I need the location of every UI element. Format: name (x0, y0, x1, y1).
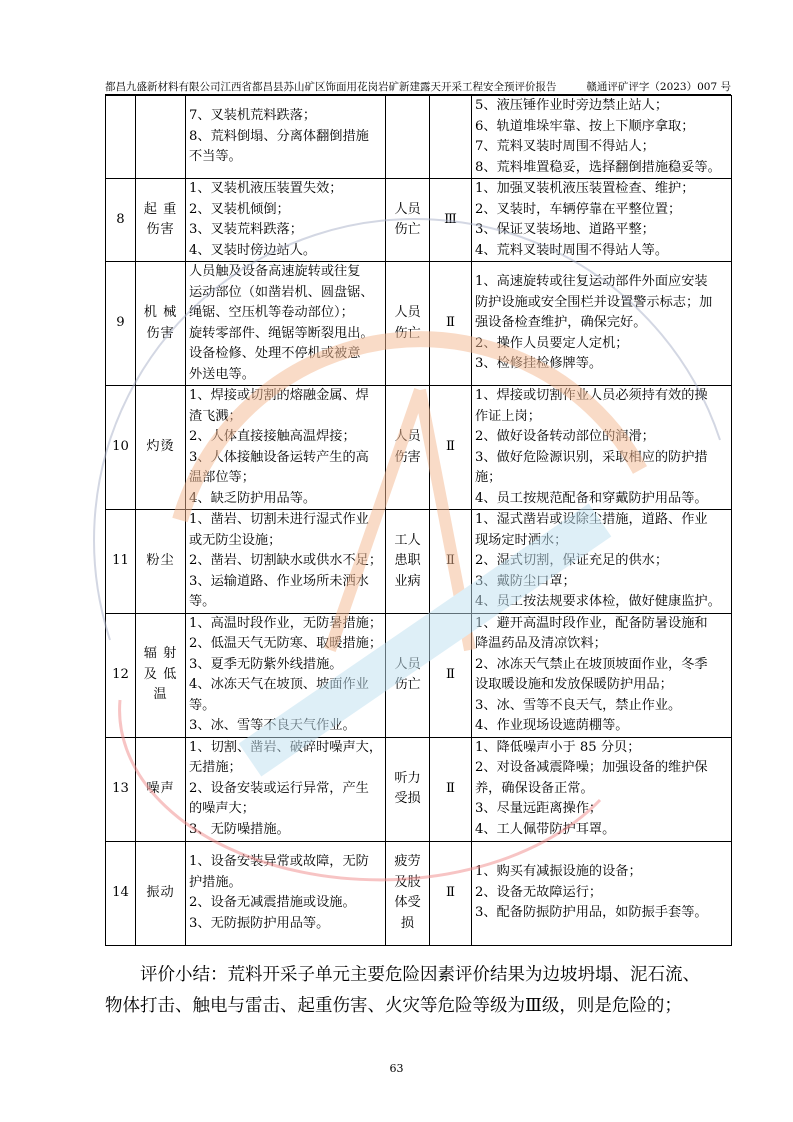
hazard-cause-line: 7、叉装机荒料跌落； (189, 108, 317, 124)
risk-level-cell (430, 96, 472, 179)
countermeasure-cell (472, 179, 732, 262)
hazard-cause-line: 3、夏季无防紫外线措施。 (189, 656, 343, 672)
hazard-cause-line: 1、切割、凿岩、破碎时噪声大， (189, 739, 383, 755)
consequence-line: 人员 (394, 305, 421, 320)
countermeasure-line: 6、轨道堆垛牢靠、按上下顺序拿取； (475, 118, 695, 134)
hazard-cause-cell (186, 613, 386, 737)
hazard-cause-line: 8、荒料倒塌、分离体翻倒措施 (189, 128, 369, 144)
consequence-cell (386, 96, 430, 179)
hazard-type-cell (136, 841, 186, 945)
summary-line: 物体打击、触电与雷击、起重伤害、火灾等危险等级为Ⅲ级，则是危险的； (105, 996, 682, 1016)
row-number-cell: 12 (106, 613, 136, 737)
countermeasure-line: 作证上岗； (475, 408, 541, 424)
hazard-cause-line: 3、无防振防护用品等。 (189, 915, 330, 931)
row-number-cell: 13 (106, 737, 136, 841)
table-row (106, 737, 732, 841)
hazard-cause-line: 无措施； (189, 760, 242, 776)
hazard-type-line: 起 重 (143, 201, 178, 217)
countermeasure-line: 1、高速旋转或往复运动部件外面应安装 (475, 274, 708, 290)
hazard-type-cell (136, 386, 186, 510)
hazard-cause-line: 1、叉装机液压装置失效； (189, 181, 343, 196)
consequence-line: 伤害 (394, 449, 421, 465)
hazard-type-line: 伤害 (146, 325, 175, 341)
hazard-type-line: 伤害 (146, 222, 175, 237)
consequence-cell (386, 386, 430, 510)
countermeasure-line: 降温药品及清凉饮料； (475, 636, 607, 651)
countermeasure-cell (472, 96, 732, 179)
table-row (106, 96, 732, 179)
countermeasure-line: 1、降低噪声小于 85 分贝； (475, 739, 641, 755)
row-number-cell: 8 (106, 179, 136, 262)
hazard-type-line: 及 低 (143, 666, 178, 682)
countermeasure-line: 3、戴防尘口罩； (475, 573, 576, 589)
hazard-cause-cell (186, 179, 386, 262)
consequence-cell (386, 262, 430, 386)
consequence-line: 伤亡 (394, 325, 421, 341)
consequence-line: 疲劳 (394, 854, 421, 869)
page-header (105, 77, 731, 95)
hazard-cause-line: 2、叉装机倾倒； (189, 201, 290, 217)
hazard-cause-cell (186, 510, 386, 614)
hazard-cause-line: 3、运输道路、作业场所未洒水 (189, 573, 369, 589)
hazard-cause-line: 等。 (189, 697, 216, 713)
hazard-cause-line: 设备检修、处理不停机或被意 (189, 346, 361, 361)
hazard-cause-line: 3、人体接触设备运转产生的高 (189, 449, 369, 465)
hazard-cause-line: 不当等。 (189, 149, 242, 165)
consequence-cell (386, 841, 430, 945)
risk-level-cell: Ⅲ (430, 179, 472, 262)
hazard-cause-line: 运动部位（如凿岩机、圆盘锯、 (189, 284, 374, 300)
hazard-cause-line: 人员触及设备高速旋转或往复 (189, 264, 361, 279)
countermeasure-line: 4、员工按法规要求体检，做好健康监护。 (475, 594, 721, 609)
countermeasure-line: 7、荒料叉装时周围不得站人； (475, 139, 655, 154)
hazard-cause-line: 2、设备安装或运行异常，产生 (189, 780, 369, 796)
countermeasure-line: 1、焊接或切割作业人员必须持有效的操 (475, 388, 708, 403)
countermeasure-line: 2、湿式切割，保证充足的供水； (475, 553, 669, 568)
hazard-type-line: 机 械 (143, 305, 178, 320)
consequence-cell (386, 613, 430, 737)
risk-level-cell: Ⅱ (430, 386, 472, 510)
hazard-cause-line: 3、冰、雪等不良天气作业。 (189, 718, 356, 733)
hazard-cause-line: 的噪声大； (189, 801, 255, 817)
table-row (106, 613, 732, 737)
risk-level-cell: Ⅱ (430, 613, 472, 737)
countermeasure-line: 1、湿式凿岩或设除尘措施，道路、作业 (475, 512, 708, 527)
countermeasure-line: 2、冰冻天气禁止在坡顶坡面作业，冬季 (475, 656, 708, 672)
risk-level-cell: Ⅱ (430, 841, 472, 945)
hazard-cause-cell (186, 737, 386, 841)
hazard-cause-line: 3、无防噪措施。 (189, 821, 290, 837)
table-row (106, 510, 732, 614)
hazard-type-line: 粉尘 (146, 553, 175, 568)
countermeasure-line: 1、避开高温时段作业，配备防暑设施和 (475, 615, 708, 631)
hazard-type-line: 灼烫 (146, 439, 175, 455)
hazard-cause-line: 4、冰冻天气在坡顶、坡面作业 (189, 677, 369, 692)
hazard-cause-line: 1、凿岩、切割未进行湿式作业 (189, 512, 369, 527)
countermeasure-line: 防护设施或安全围栏并设置警示标志；加 (475, 294, 713, 310)
evaluation-summary (105, 960, 731, 1022)
hazard-cause-line: 渣飞溅； (189, 408, 242, 424)
countermeasure-cell (472, 510, 732, 614)
countermeasure-line: 8、荒料堆置稳妥，选择翻倒措施稳妥等。 (475, 159, 721, 175)
consequence-line: 伤亡 (394, 677, 421, 692)
risk-level-cell: Ⅱ (430, 737, 472, 841)
risk-level-cell: Ⅱ (430, 510, 472, 614)
header-report-title: 都昌九盛新材料有限公司江西省都昌县苏山矿区饰面用花岗岩矿新建露天开采工程安全预评价报告 (105, 81, 557, 93)
consequence-line: 人员 (394, 656, 421, 672)
countermeasure-cell (472, 841, 732, 945)
consequence-line: 体受 (394, 895, 421, 910)
countermeasure-line: 现场定时洒水； (475, 532, 568, 548)
hazard-cause-line: 1、焊接或切割的熔融金属、焊 (189, 388, 369, 403)
countermeasure-line: 3、尽量远距离操作； (475, 801, 603, 817)
countermeasure-cell (472, 262, 732, 386)
header-report-number: 赣通评矿评字（2023）007 号 (586, 81, 731, 93)
hazard-type-cell (136, 96, 186, 179)
countermeasure-line: 2、对设备减震降噪；加强设备的维护保 (475, 760, 708, 776)
consequence-line: 人员 (394, 429, 421, 444)
consequence-cell (386, 737, 430, 841)
hazard-type-cell (136, 179, 186, 262)
hazard-evaluation-table (105, 95, 732, 946)
consequence-line: 患职 (394, 553, 421, 568)
countermeasure-line: 3、保证叉装场地、道路平整； (475, 222, 655, 237)
hazard-cause-line: 2、设备无减震措施或设施。 (189, 895, 356, 910)
countermeasure-line: 3、检修挂检修牌等。 (475, 356, 603, 372)
countermeasure-line: 4、员工按规范配备和穿戴防护用品等。 (475, 490, 708, 506)
countermeasure-line: 5、液压锤作业时旁边禁止站人； (475, 98, 669, 113)
countermeasure-line: 1、购买有减振设施的设备； (475, 864, 642, 880)
hazard-cause-line: 或无防尘设施； (189, 532, 282, 548)
page-number: 63 (389, 1062, 404, 1075)
countermeasure-line: 施； (475, 470, 502, 485)
table-row (106, 841, 732, 945)
hazard-cause-line: 2、人体直接接触高温焊接； (189, 429, 356, 444)
hazard-cause-line: 1、高温时段作业，无防暑措施； (189, 615, 383, 631)
hazard-cause-line: 2、低温天气无防寒、取暖措施； (189, 636, 383, 651)
countermeasure-line: 3、做好危险源识别，采取相应的防护措 (475, 449, 708, 465)
countermeasure-cell (472, 386, 732, 510)
countermeasure-line: 2、做好设备转动部位的润滑； (475, 429, 655, 444)
countermeasure-line: 4、荒料叉装时周围不得站人等。 (475, 242, 669, 258)
risk-level-cell: Ⅱ (430, 262, 472, 386)
countermeasure-line: 2、设备无故障运行； (475, 884, 603, 900)
row-number-cell: 9 (106, 262, 136, 386)
hazard-cause-line: 旋转零部件、绳锯等断裂甩出。 (189, 325, 374, 341)
hazard-type-line: 辐 射 (143, 646, 178, 662)
consequence-line: 工人 (394, 532, 421, 548)
hazard-cause-line: 2、凿岩、切割缺水或供水不足； (189, 553, 383, 568)
hazard-cause-line: 外送电等。 (189, 366, 255, 382)
hazard-cause-line: 温部位等； (189, 470, 255, 485)
consequence-line: 受损 (394, 791, 421, 806)
consequence-cell (386, 510, 430, 614)
hazard-cause-line: 4、叉装时傍边站人。 (189, 242, 317, 258)
row-number-cell: 10 (106, 386, 136, 510)
consequence-line: 伤亡 (394, 222, 421, 237)
row-number-cell: 11 (106, 510, 136, 614)
hazard-cause-line: 4、缺乏防护用品等。 (189, 490, 317, 506)
hazard-cause-cell (186, 96, 386, 179)
countermeasure-line: 强设备检查维护，确保完好。 (475, 315, 647, 331)
countermeasure-line: 3、配备防振防护用品，如防振手套等。 (475, 905, 708, 921)
hazard-type-line: 噪声 (146, 780, 175, 796)
table-row (106, 262, 732, 386)
countermeasure-line: 2、操作人员要定人定机； (475, 335, 629, 351)
countermeasure-line: 设取暖设施和发放保暖防护用品； (475, 677, 673, 692)
hazard-cause-line: 等。 (189, 594, 216, 609)
consequence-line: 及肢 (394, 874, 421, 890)
consequence-line: 业病 (394, 573, 421, 589)
hazard-type-line: 振动 (146, 884, 175, 900)
hazard-type-cell (136, 262, 186, 386)
row-number-cell (106, 96, 136, 179)
hazard-cause-cell (186, 841, 386, 945)
countermeasure-line: 1、加强叉装机液压装置检查、维护； (475, 181, 695, 196)
hazard-cause-line: 1、设备安装异常或故障，无防 (189, 854, 369, 869)
hazard-cause-cell (186, 386, 386, 510)
row-number-cell: 14 (106, 841, 136, 945)
consequence-line: 人员 (394, 201, 421, 217)
consequence-line: 损 (400, 915, 415, 931)
hazard-cause-line: 护措施。 (189, 874, 242, 890)
summary-line: 评价小结：荒料开采子单元主要危险因素评价结果为边坡坍塌、泥石流、 (140, 965, 700, 985)
hazard-type-cell (136, 737, 186, 841)
countermeasure-line: 2、叉装时，车辆停靠在平整位置； (475, 201, 682, 217)
table-row (106, 386, 732, 510)
countermeasure-line: 4、工人佩带防护耳罩。 (475, 821, 616, 837)
hazard-type-cell (136, 613, 186, 737)
countermeasure-cell (472, 737, 732, 841)
countermeasure-cell (472, 613, 732, 737)
countermeasure-line: 养，确保设备正常。 (475, 780, 594, 796)
hazard-type-line: 温 (153, 687, 168, 703)
hazard-cause-line: 绳锯、空压机等卷动部位）； (189, 305, 354, 320)
hazard-cause-cell (186, 262, 386, 386)
table-row (106, 179, 732, 262)
hazard-type-cell (136, 510, 186, 614)
consequence-cell (386, 179, 430, 262)
countermeasure-line: 4、作业现场设遮荫棚等。 (475, 718, 629, 733)
countermeasure-line: 3、冰、雪等不良天气，禁止作业。 (475, 697, 682, 713)
consequence-line: 听力 (394, 770, 421, 786)
hazard-cause-line: 3、叉装荒料跌落； (189, 222, 303, 237)
